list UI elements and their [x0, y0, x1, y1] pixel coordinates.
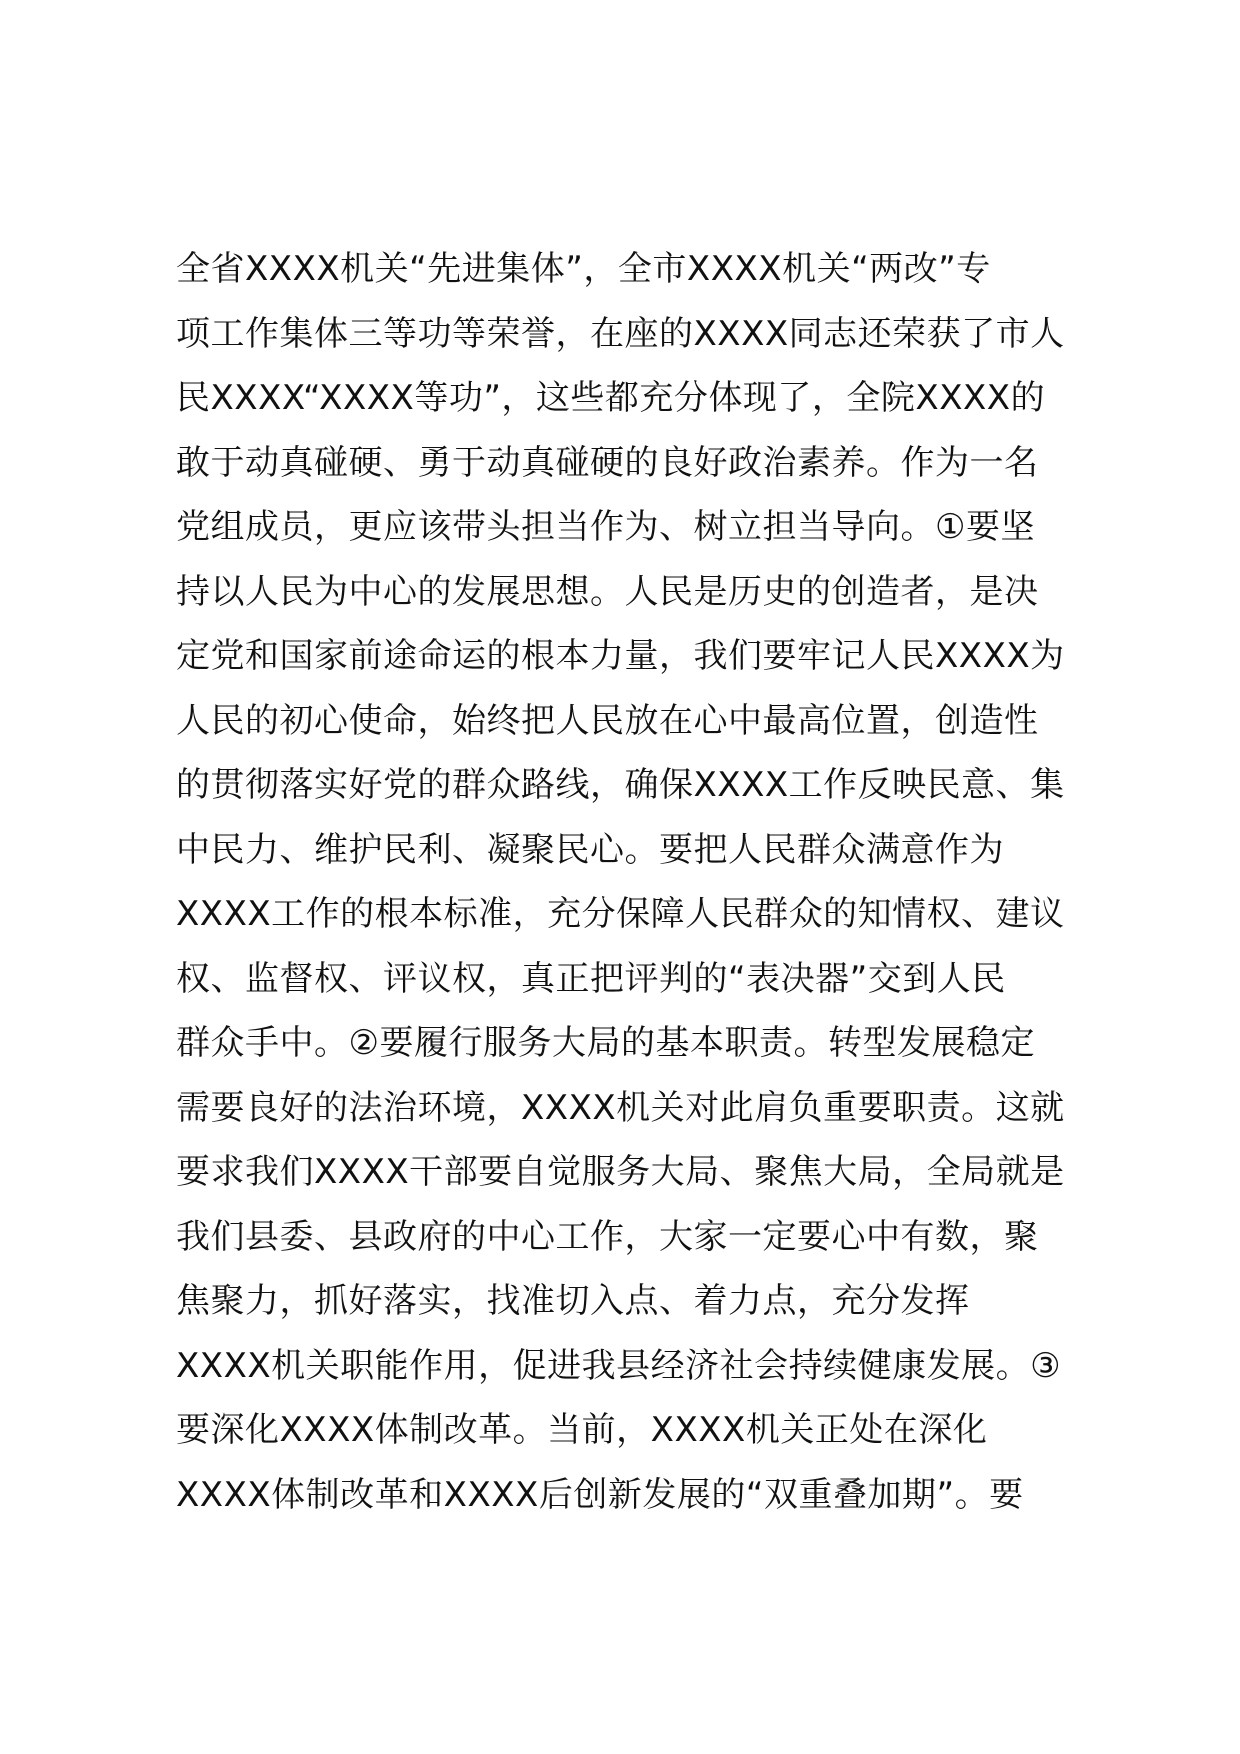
text-line: 全省XXXX机关“先进集体”，全市XXXX机关“两改”专	[176, 249, 991, 289]
text-line: 中民力、维护民利、凝聚民心。要把人民群众满意作为	[176, 829, 1004, 870]
text-line: 权、监督权、评议权，真正把评判的“表决器”交到人民	[176, 958, 1006, 999]
text-line: 持以人民为中心的发展思想。人民是历史的创造者，是决	[176, 571, 1039, 612]
text-line: 人民的初心使命，始终把人民放在心中最高位置，创造性	[176, 700, 1039, 741]
text-line: 群众手中。②要履行服务大局的基本职责。转型发展稳定	[176, 1023, 1035, 1063]
text-line: 敢于动真碰硬、勇于动真碰硬的良好政治素养。作为一名	[176, 442, 1039, 483]
body-paragraph	[176, 237, 1116, 1527]
text-line: 项工作集体三等功等荣誉，在座的XXXX同志还荣获了市人	[176, 313, 1065, 354]
text-line: 我们县委、县政府的中心工作，大家一定要心中有数，聚	[176, 1216, 1039, 1257]
text-line: 的贯彻落实好党的群众路线，确保XXXX工作反映民意、集	[176, 765, 1065, 805]
text-line: XXXX工作的根本标准，充分保障人民群众的知情权、建议	[176, 894, 1065, 934]
text-line: 要求我们XXXX干部要自觉服务大局、聚焦大局，全局就是	[176, 1152, 1065, 1192]
text-line: 党组成员，更应该带头担当作为、树立担当导向。①要坚	[176, 507, 1035, 547]
text-line: 要深化XXXX体制改革。当前，XXXX机关正处在深化	[176, 1410, 988, 1450]
text-line: XXXX机关职能作用，促进我县经济社会持续健康发展。③	[176, 1345, 1062, 1386]
text-line: 需要良好的法治环境，XXXX机关对此肩负重要职责。这就	[176, 1087, 1065, 1128]
text-line: XXXX体制改革和XXXX后创新发展的“双重叠加期”。要	[176, 1474, 1024, 1515]
text-line: 定党和国家前途命运的根本力量，我们要牢记人民XXXX为	[176, 636, 1065, 676]
text-line: 民XXXX“XXXX等功”，这些都充分体现了，全院XXXX的	[176, 378, 1046, 418]
text-line: 焦聚力，抓好落实，找准切入点、着力点，充分发挥	[176, 1281, 970, 1321]
